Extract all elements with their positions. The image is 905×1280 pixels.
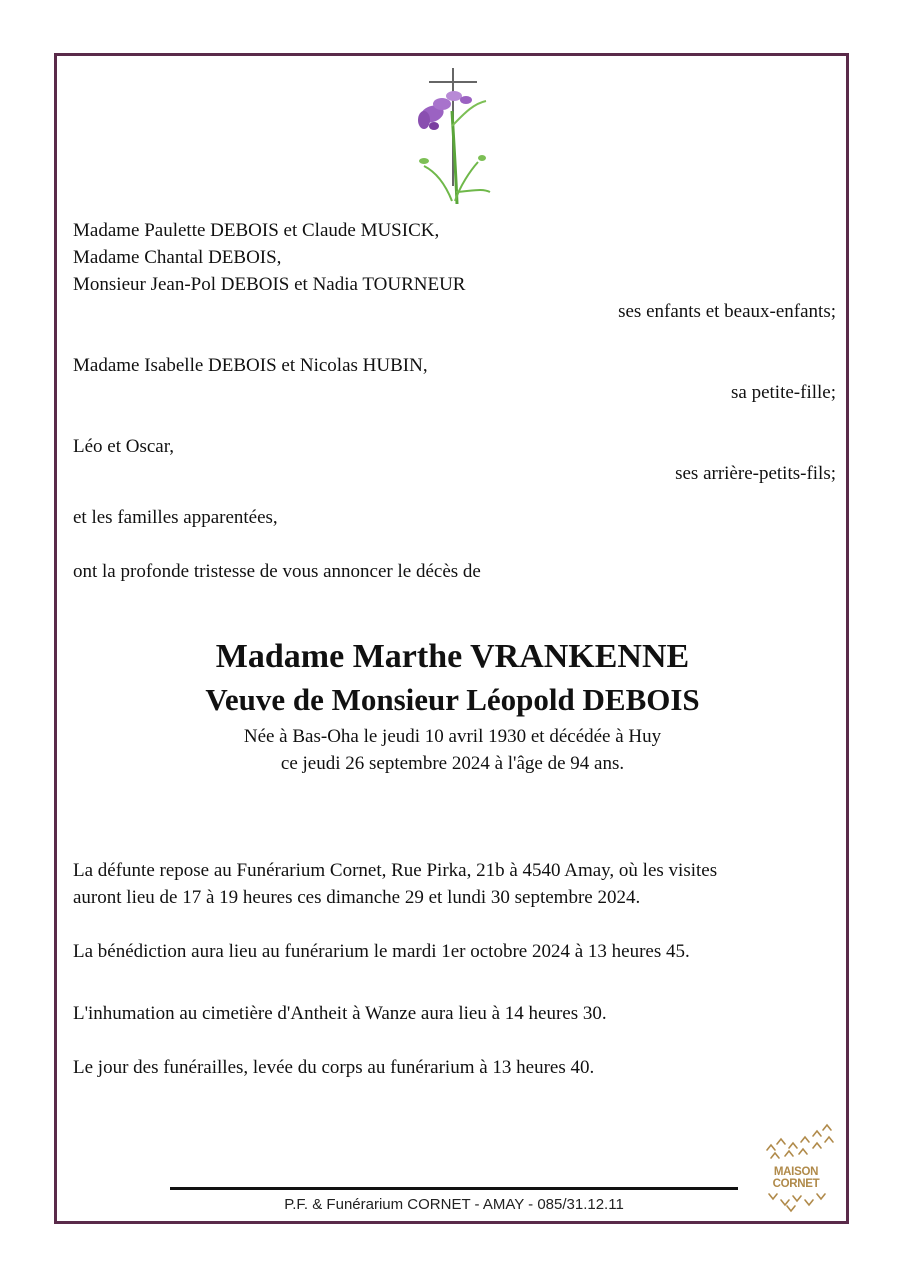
footer-text: P.F. & Funérarium CORNET - AMAY - 085/31.12.11 [284,1196,624,1213]
great-grandchildren-relation: ses arrière-petits-fils; [675,463,836,484]
logo-text: MAISON CORNET [772,1166,820,1190]
great-grandchildren-line: Léo et Oscar, [73,436,175,457]
grandchild-line: Madame Isabelle DEBOIS et Nicolas HUBIN, [73,355,428,376]
announcement-line: ont la profonde tristesse de vous annoncer le décès de [73,561,481,582]
deceased-birth-death-1: Née à Bas-Oha le jeudi 10 avril 1930 et décédée à Huy [243,726,662,747]
deceased-name: Madame Marthe VRANKENNE [215,638,690,675]
rest-line-2: auront lieu de 17 à 19 heures ces dimanche 29 et lundi 30 septembre 2024. [73,887,641,908]
parents-line-1: Madame Paulette DEBOIS et Claude MUSICK, [73,220,440,241]
deceased-birth-death-2: ce jeudi 26 septembre 2024 à l'âge de 94 ans. [280,753,625,774]
maison-cornet-logo-icon [755,1122,837,1214]
parents-line-2: Madame Chantal DEBOIS, [73,247,282,268]
families-line: et les familles apparentées, [73,507,278,528]
deceased-widow-of: Veuve de Monsieur Léopold DEBOIS [205,682,700,717]
cross-flower-icon [412,66,492,206]
blessing-line: La bénédiction aura lieu au funérarium le mardi 1er octobre 2024 à 13 heures 45. [73,941,690,962]
rest-line-1: La défunte repose au Funérarium Cornet, Rue Pirka, 21b à 4540 Amay, où les visites [73,860,718,881]
footer-rule [170,1187,738,1190]
burial-line: L'inhumation au cimetière d'Antheit à Wanze aura lieu à 14 heures 30. [73,1003,607,1024]
departure-line: Le jour des funérailles, levée du corps au funérarium à 13 heures 40. [73,1057,595,1078]
parents-relation: ses enfants et beaux-enfants; [618,301,836,322]
parents-line-3: Monsieur Jean-Pol DEBOIS et Nadia TOURNEUR [73,274,466,295]
grandchild-relation: sa petite-fille; [731,382,836,403]
